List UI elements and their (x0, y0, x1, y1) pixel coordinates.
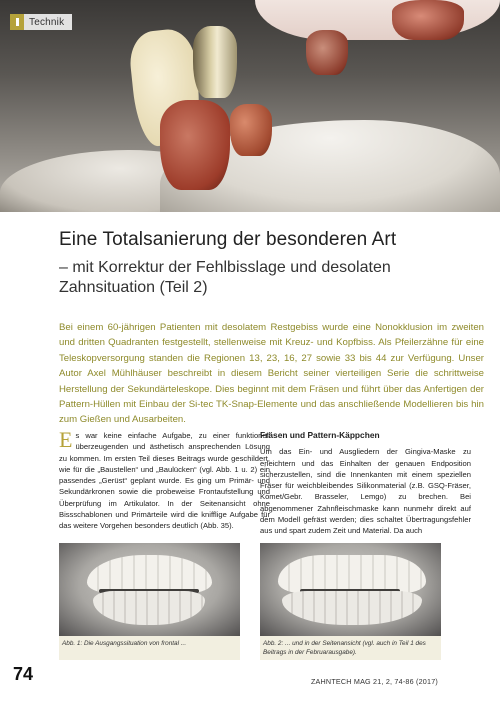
body-column-left (59, 427, 270, 532)
journal-citation: ZAHNTECH MAG 21, 2, 74-86 (2017) (310, 677, 438, 686)
body-text-right: Um das Ein- und Ausgliedern der Gingiva-Maske zu erleichtern und das Einhalten der genauen Endposition sicherzustellen, sind die Innenkanten mit einem speziellen Fräser für weichbleibendes Silikonmaterial (z.B. GSQ-Fräser, Komet/Gebr. Brasseler, Lemgo) zu brechen. Bei abgenommener Zahnfleischmaske kann nunmehr direkt auf dem Modell gefräst werden; dies schaltet Übertragungsfehler aus und spart zudem Zeit und Material. Da auch (260, 447, 471, 536)
figure-caption: Abb. 1: Die Ausgangssituation von frontal ... (59, 636, 240, 660)
hero-gold-crown (193, 26, 237, 98)
dropcap: E (59, 427, 73, 452)
article-lead: Bei einem 60-jährigen Patienten mit desolatem Restgebiss wurde eine Nonokklusion im zweiten und dritten Quadranten festgestellt, stellenweise mit Kreuz- und Kopfbiss. Als Pfeilerzähne für eine Teleskopversorgung standen die Regionen 13, 23, 16, 27 sowie 33 bis 44 zur Verfügung. Unser Autor Axel Mühlhäuser beschreibt in diesem Bericht seiner vierteiligen Serie die schrittweise Herstellung der Sekundärteleskope. Dies beginnt mit dem Fräsen und führt über das Anfertigen der Pattern-Hüllen mit Einbau der Si-tec TK-Snap-Elemente und das anschließende Modellieren bis hin zum Gießen und Ausarbeiten. (59, 322, 484, 426)
hero-photo (0, 0, 500, 212)
upper-arch-model (87, 555, 212, 593)
body-column-right (260, 430, 471, 537)
page-number: 74 (13, 664, 34, 684)
figure-photo-frontal (59, 543, 240, 636)
lower-arch-model (282, 591, 422, 625)
section-tag (10, 14, 72, 30)
body-text-left: s war keine einfache Aufgabe, zu einer funktionell überzeugenden und ästhetisch ansprechenden Lösung zu kommen. Im ersten Teil dieses Beitrags wurde geschildert, wie für die „Baustellen“ und „Baulücken“ (vgl. Abb. 1 u. 2) ein passendes „Gerüst“ geplant wurde. Es ging um Primär- und Sekundärkronen sowie die probeweise Frontaufstellung und Überprüfung im Artikulator. In der Seitenansicht ohne Bissschablonen und Primärteile wird die knifflige Aufgabe für das weitere Vorgehen besonders deutlich (Abb. 35). (59, 431, 270, 531)
section-heading: Fräsen und Pattern-Käppchen (260, 430, 380, 440)
article-subtitle: – mit Korrektur der Fehlbisslage und desolaten Zahnsituation (Teil 2) (59, 259, 391, 296)
lower-arch-model (93, 591, 205, 625)
figure-photo-side (260, 543, 441, 636)
figure-caption: Abb. 2: ... und in der Seitenansicht (vgl. auch in Teil 1 des Beitrags in der Februarausgabe). (260, 636, 441, 660)
hero-pattern-cap (160, 100, 230, 190)
section-label: Technik (29, 16, 65, 28)
article-title: Eine Totalsanierung der besonderen Art (59, 229, 397, 250)
section-marker-icon (10, 14, 24, 30)
hero-pattern-cap (230, 104, 272, 156)
hero-pattern-cap (306, 30, 348, 75)
upper-arch-model (278, 555, 426, 593)
hero-pattern-cap (392, 0, 464, 40)
